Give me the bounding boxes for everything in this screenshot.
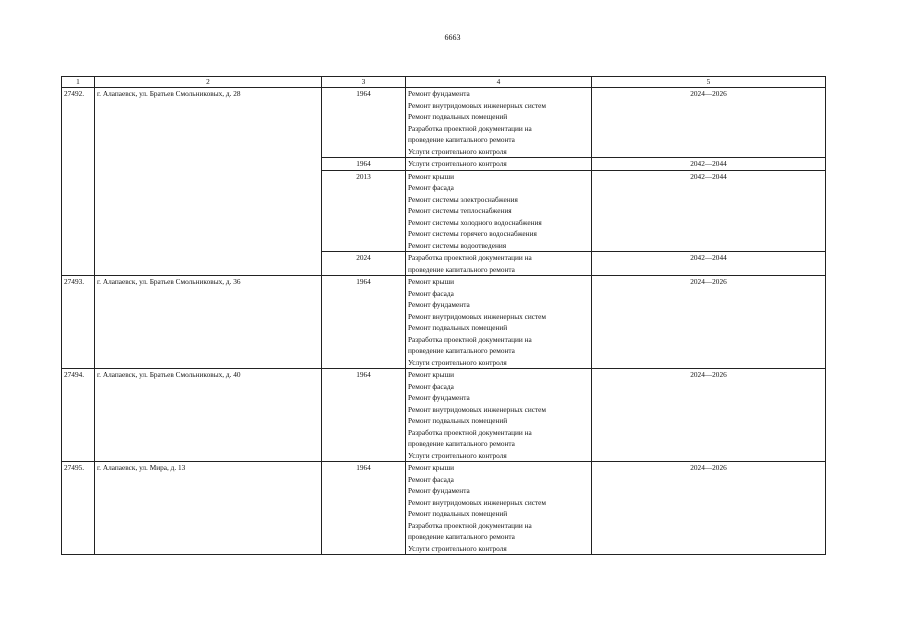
period-cell: 2042—2044 [592, 170, 826, 252]
work-item: Разработка проектной документации на [408, 520, 532, 530]
address-cell: г. Алапаевск, ул. Братьев Смольниковых, д. 36 [95, 276, 322, 369]
work-item: Ремонт фасада [408, 288, 454, 298]
works-cell [406, 252, 592, 276]
year-cell: 1964 [322, 369, 406, 462]
work-item: Ремонт системы теплоснабжения [408, 206, 512, 215]
work-item: Услуги строительного контроля [408, 450, 507, 460]
table-header-row [62, 77, 826, 88]
period-cell: 2024—2026 [592, 369, 826, 462]
period-cell: 2024—2026 [592, 462, 826, 555]
work-item: Ремонт подвальных помещений [408, 323, 508, 332]
works-cell [406, 369, 592, 462]
works-cell [406, 88, 592, 158]
table-row [62, 276, 826, 369]
table-body [62, 77, 826, 555]
work-item: проведение капитального ремонта [408, 346, 515, 355]
page-number: 6663 [444, 33, 461, 42]
column-header-4: 4 [406, 77, 592, 88]
repair-schedule-table [61, 76, 826, 555]
work-item: Ремонт внутридомовых инженерных систем [408, 100, 547, 110]
table-row [62, 369, 826, 462]
address-cell: г. Алапаевск, ул. Братьев Смольниковых, д. 40 [95, 369, 322, 462]
year-cell: 1964 [322, 276, 406, 369]
work-item: проведение капитального ремонта [408, 439, 515, 448]
works-cell [406, 158, 592, 171]
year-cell: 1964 [322, 158, 406, 171]
work-item: Услуги строительного контроля [408, 357, 507, 367]
work-item: Ремонт крыши [408, 277, 455, 286]
year-cell: 2013 [322, 170, 406, 252]
record-number: 27495. [62, 462, 95, 555]
year-cell: 1964 [322, 462, 406, 555]
work-item: Ремонт подвальных помещений [408, 416, 508, 425]
work-item: Услуги строительного контроля [408, 159, 507, 168]
work-item: Ремонт подвальных помещений [408, 509, 508, 518]
works-cell [406, 276, 592, 369]
work-item: проведение капитального ремонта [408, 532, 515, 541]
works-cell [406, 462, 592, 555]
work-item: Услуги строительного контроля [408, 146, 507, 156]
work-item: Ремонт подвальных помещений [408, 112, 508, 121]
year-cell: 1964 [322, 88, 406, 158]
work-item: Ремонт фундамента [408, 89, 470, 98]
work-item: Ремонт фундамента [408, 486, 470, 495]
work-item: Ремонт системы холодного водоснабжения [408, 217, 542, 227]
work-item: Ремонт фундамента [408, 393, 470, 402]
table-row [62, 462, 826, 555]
work-item: Разработка проектной документации на [408, 427, 532, 437]
address-cell: г. Алапаевск, ул. Братьев Смольниковых, д. 28 [95, 88, 322, 276]
work-item: Ремонт фасада [408, 474, 454, 484]
column-header-1: 1 [62, 77, 95, 88]
table-row [62, 88, 826, 158]
work-item: Ремонт фасада [408, 381, 454, 391]
work-item: Разработка проектной документации на [408, 123, 532, 133]
work-item: Ремонт крыши [408, 171, 455, 181]
works-cell [406, 170, 592, 252]
work-item: Ремонт крыши [408, 463, 455, 472]
column-header-5: 5 [592, 77, 826, 88]
work-item: Ремонт системы горячего водоснабжения [408, 229, 537, 238]
work-item: Ремонт фасада [408, 183, 454, 192]
work-item: Ремонт крыши [408, 370, 455, 379]
address-cell: г. Алапаевск, ул. Мира, д. 13 [95, 462, 322, 555]
record-number: 27493. [62, 276, 95, 369]
work-item: Разработка проектной документации на [408, 334, 532, 344]
column-header-2: 2 [95, 77, 322, 88]
year-cell: 2024 [322, 252, 406, 276]
work-item: Ремонт внутридомовых инженерных систем [408, 404, 547, 414]
work-item: проведение капитального ремонта [408, 264, 515, 274]
work-item: Разработка проектной документации на [408, 253, 532, 262]
period-cell: 2024—2026 [592, 276, 826, 369]
work-item: Ремонт системы водоотведения [408, 240, 507, 250]
work-item: Услуги строительного контроля [408, 543, 507, 553]
period-cell: 2042—2044 [592, 252, 826, 276]
column-header-3: 3 [322, 77, 406, 88]
period-cell: 2042—2044 [592, 158, 826, 171]
work-item: проведение капитального ремонта [408, 135, 515, 144]
work-item: Ремонт внутридомовых инженерных систем [408, 497, 547, 507]
work-item: Ремонт внутридомовых инженерных систем [408, 311, 547, 321]
work-item: Ремонт системы электроснабжения [408, 194, 518, 204]
record-number: 27492. [62, 88, 95, 276]
period-cell: 2024—2026 [592, 88, 826, 158]
work-item: Ремонт фундамента [408, 300, 470, 309]
record-number: 27494. [62, 369, 95, 462]
